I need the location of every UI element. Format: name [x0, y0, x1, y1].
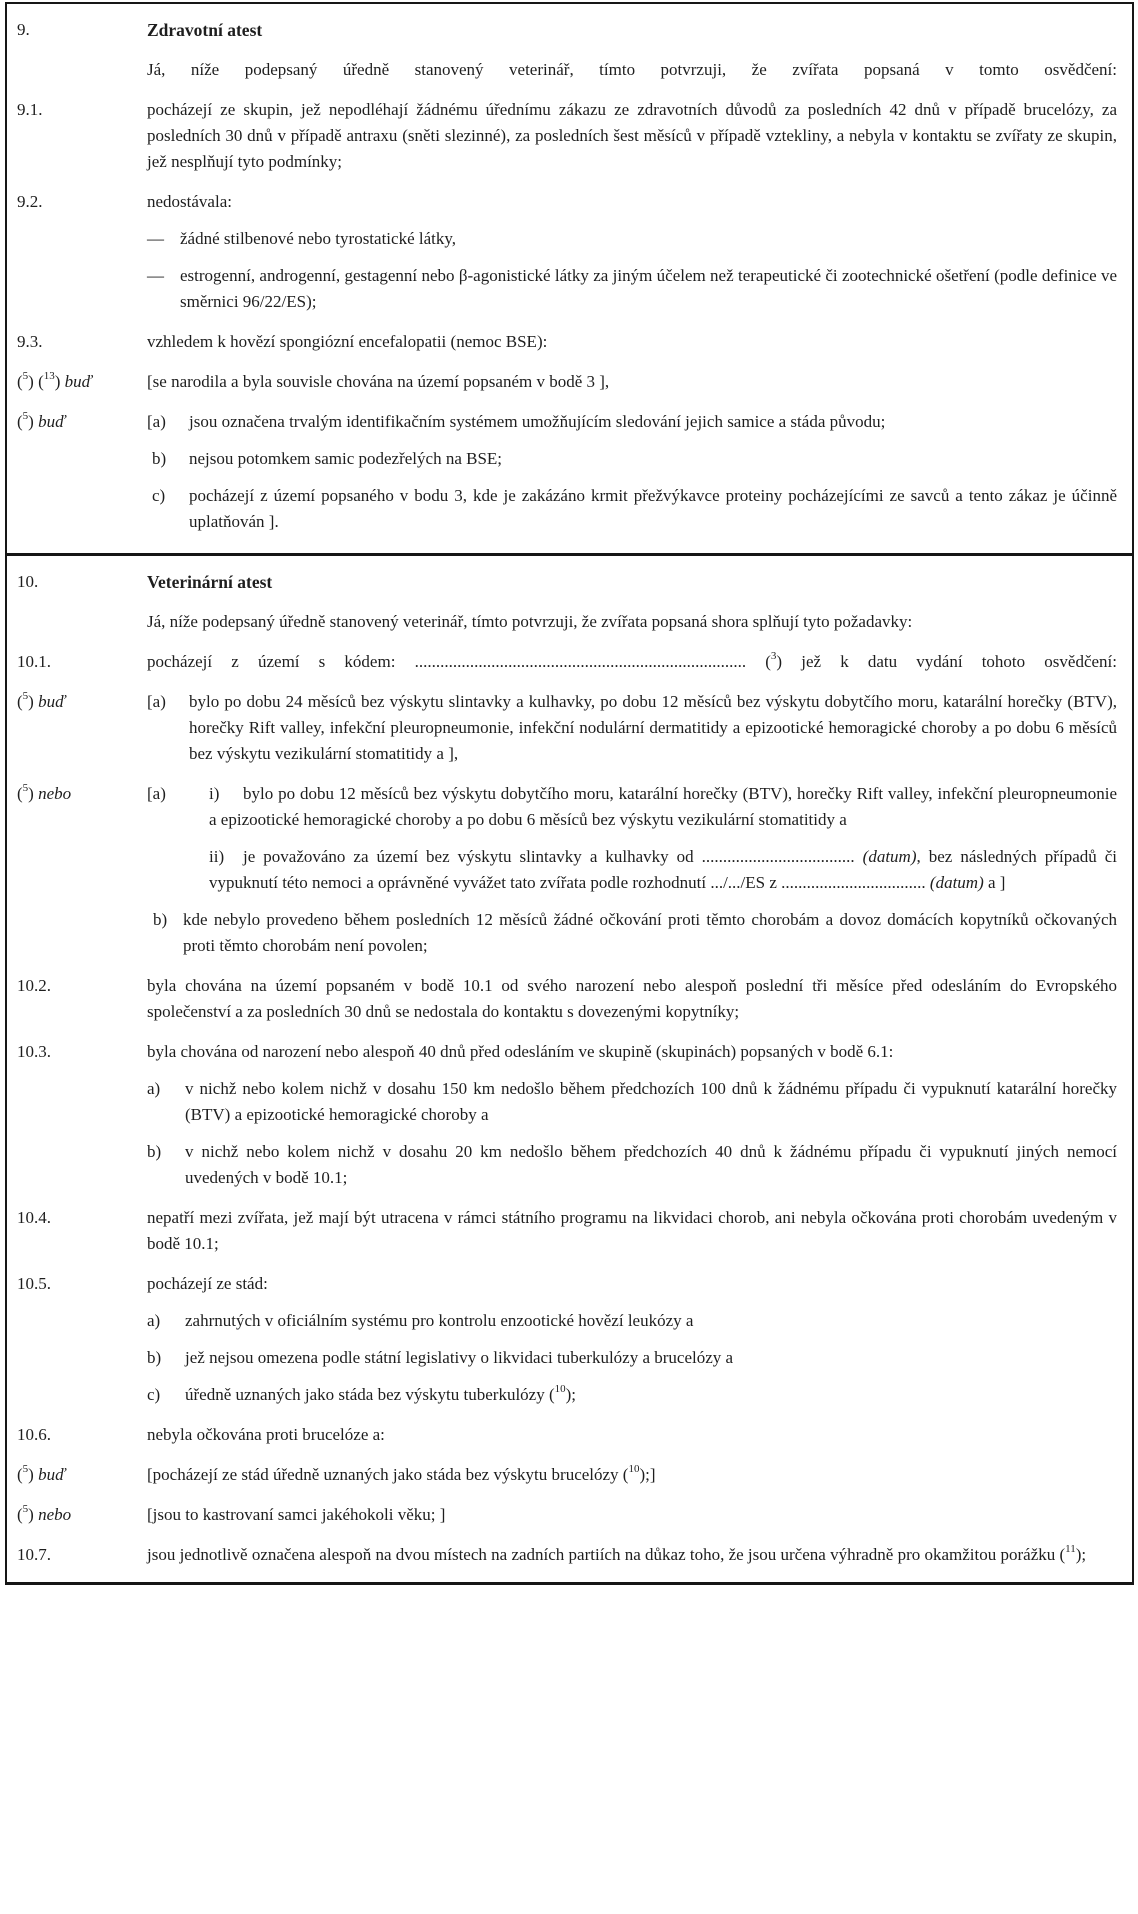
clause-text: nepatří mezi zvířata, jež mají být utracena v rámci státního programu na likvidaci chorob, ani nebyla očkována proti chorobám uvedeným v bodě 10.1; — [147, 1208, 1117, 1253]
row-10-3 — [17, 1039, 1117, 1191]
clause-content — [147, 17, 1117, 43]
row-9-1 — [17, 97, 1117, 175]
item-text: jež nejsou omezena podle státní legislativy o likvidaci tuberkulózy a brucelózy a — [185, 1348, 734, 1367]
row-10-nebo-2 — [17, 1502, 1117, 1528]
clause-content — [147, 57, 1117, 83]
footnote-option-label: ($^5$) ($^{13}$) buď — [17, 369, 93, 391]
option-text: [se narodila a byla souvisle chována na území popsaném v bodě 3 ], — [147, 372, 610, 391]
clause-text: Já, níže podepsaný úředně stanovený veterinář, tímto potvrzuji, že zvířata popsaná v tomto osvědčení: — [147, 60, 1117, 79]
dash-item-text: žádné stilbenové nebo tyrostatické látky, — [180, 229, 457, 248]
item-text: jsou označena trvalým identifikačním systémem umožňujícím sledování jejich samice a stáda původu; — [189, 412, 886, 431]
clause-text: pocházejí ze skupin, jež nepodléhají žádnému úřednímu zákazu ze zdravotních důvodů za posledních 42 dnů v případě brucelózy, za posledních 30 dnů v případě antraxu (sněti slezinné), za posledních šest měsíců v případě vztekliny, a nebyla v kontaktu se zvířaty ze skupin, jež nesplňují tyto podmínky; — [147, 100, 1117, 171]
clause-number-10-1: 10.1. — [17, 652, 51, 671]
clause-number-9-2: 9.2. — [17, 192, 43, 211]
item-marker: b) — [147, 1142, 162, 1161]
item-text: bylo po dobu 24 měsíců bez výskytu slintavky a kulhavky, po dobu 12 měsíců bez výskytu dobytčího moru, katarální horečky (BTV), horečky Rift valley, infekční pleuropneumonie, infekční nodulární dermatitidy a epizootické hemoragické choroby a po dobu 6 měsíců bez výskytu vezikulární stomatitidy a ], — [189, 692, 1117, 763]
dash-item — [147, 226, 1117, 252]
row-10-6 — [17, 1422, 1117, 1448]
row-9-intro — [17, 57, 1117, 83]
list-item-a — [147, 1308, 1117, 1334]
clause-content — [147, 973, 1117, 1025]
clause-text: nedostávala: — [147, 192, 232, 211]
row-9-3 — [17, 329, 1117, 355]
list-item-b — [147, 1139, 1117, 1191]
item-marker: a) — [147, 1311, 161, 1330]
list-item-b — [147, 1345, 1117, 1371]
dash-marker: — — [147, 229, 164, 248]
list-item-a-i — [147, 781, 1117, 833]
item-text: zahrnutých v oficiálním systému pro kontrolu enzootické hovězí leukózy a — [185, 1311, 694, 1330]
row-10-bud-2 — [17, 1462, 1117, 1488]
item-marker: [a) — [147, 784, 166, 803]
item-text-with-fields: je považováno za území bez výskytu slintavky a kulhavky od .................................... (datum), bez následných případů či vypuknutí této nemoci a oprávněné vyvážet tato zvířata podle rozhodnutí .../.../ES z .................................. (datum) a ] — [209, 847, 1118, 892]
clause-content — [147, 1205, 1117, 1257]
clause-content — [147, 689, 1117, 767]
list-item-b — [147, 446, 1117, 472]
row-9-2 — [17, 189, 1117, 315]
list-item-a — [147, 689, 1117, 767]
clause-text: pocházejí ze stád: — [147, 1274, 268, 1293]
dash-item-text: estrogenní, androgenní, gestagenní nebo β-agonistické látky za jiným účelem než terapeutické či zootechnické ošetření (podle definice ve směrnici 96/22/ES); — [180, 266, 1117, 311]
item-text: bylo po dobu 12 měsíců bez výskytu dobytčího moru, katarální horečky (BTV), horečky Rift valley, infekční pleuropneumonie a epizootické hemoragické choroby a po dobu 6 měsíců bez výskytu vezikulární stomatitidy a — [209, 784, 1117, 829]
item-text: v nichž nebo kolem nichž v dosahu 150 km nedošlo během předchozích 100 dnů k žádnému případu či vypuknutí katarální horečky (BTV) a epizootické hemoragické choroby a — [185, 1079, 1117, 1124]
clause-content — [147, 189, 1117, 315]
item-text: v nichž nebo kolem nichž v dosahu 20 km nedošlo během předchozích 40 dnů k žádnému případu či vypuknutí jiných nemocí uvedených v bodě 10.1; — [185, 1142, 1117, 1187]
clause-content — [147, 649, 1117, 675]
row-9-bud-1 — [17, 369, 1117, 395]
footnote-option-label: ($^5$) nebo — [17, 781, 72, 803]
clause-content — [147, 1502, 1117, 1528]
row-10-intro — [17, 609, 1117, 635]
clause-text: byla chována od narození nebo alespoň 40 dnů před odesláním ve skupině (skupinách) popsaných v bodě 6.1: — [147, 1042, 894, 1061]
section-10 — [7, 553, 1132, 1582]
clause-number-10-6: 10.6. — [17, 1425, 51, 1444]
clause-number-10-4: 10.4. — [17, 1208, 51, 1227]
clause-text-with-footnote: jsou jednotlivě označena alespoň na dvou místech na zadních partiích na důkaz toho, že jsou určena výhradně pro okamžitou porážku ($^{11}$); — [147, 1542, 1087, 1564]
certificate-table — [5, 2, 1134, 1585]
clause-number-10-7: 10.7. — [17, 1545, 51, 1564]
clause-number-9-3: 9.3. — [17, 332, 43, 351]
footnote-option-label: ($^5$) nebo — [17, 1502, 72, 1524]
row-10-bud-1 — [17, 689, 1117, 767]
clause-content — [147, 369, 1117, 395]
clause-content — [147, 97, 1117, 175]
section-heading: Veterinární atest — [147, 572, 273, 592]
clause-content — [147, 1039, 1117, 1191]
footnote-option-label: ($^5$) buď — [17, 409, 66, 431]
clause-content — [147, 1422, 1117, 1448]
item-marker: a) — [147, 1079, 161, 1098]
clause-number-blank — [17, 609, 147, 635]
list-item-a-ii — [147, 844, 1117, 896]
item-marker: c) — [147, 1385, 161, 1404]
row-10-7 — [17, 1542, 1117, 1568]
row-10-1 — [17, 649, 1117, 675]
clause-text: nebyla očkována proti brucelóze a: — [147, 1425, 385, 1444]
subitem-marker: ii) — [209, 847, 225, 866]
row-10-4 — [17, 1205, 1117, 1257]
clause-content — [147, 1271, 1117, 1408]
clause-number-blank — [17, 57, 147, 83]
item-marker: b) — [153, 910, 168, 929]
clause-number-10-2: 10.2. — [17, 976, 51, 995]
clause-text: vzhledem k hovězí spongiózní encefalopatii (nemoc BSE): — [147, 332, 548, 351]
dash-item — [147, 263, 1117, 315]
clause-number-10: 10. — [17, 572, 39, 591]
clause-content — [147, 329, 1117, 355]
option-text-with-footnote: [pocházejí ze stád úředně uznaných jako stáda bez výskytu brucelózy ($^{10}$);] — [147, 1462, 656, 1484]
clause-content — [147, 781, 1117, 959]
item-text: kde nebylo provedeno během posledních 12 měsíců žádné očkování proti těmto chorobám a dovoz domácích kopytníků očkovaných proti těmto chorobám není povolen; — [183, 910, 1117, 955]
clause-content — [147, 409, 1117, 535]
clause-text: Já, níže podepsaný úředně stanovený veterinář, tímto potvrzuji, že zvířata popsaná shora splňují tyto požadavky: — [147, 612, 913, 631]
list-item-c — [147, 483, 1117, 535]
list-item-b — [147, 907, 1117, 959]
item-text: nejsou potomkem samic podezřelých na BSE; — [189, 449, 503, 468]
list-item-a — [147, 1076, 1117, 1128]
clause-content — [147, 1542, 1117, 1568]
row-10-nebo-1 — [17, 781, 1117, 959]
row-9-heading — [17, 17, 1117, 43]
item-marker: [a) — [147, 412, 166, 431]
item-marker: c) — [152, 486, 166, 505]
clause-content — [147, 1462, 1117, 1488]
item-text: pocházejí z území popsaného v bodu 3, kde je zakázáno krmit přežvýkavce proteiny pocházejícími ze savců a tento zákaz je účinně uplatňován ]. — [189, 486, 1117, 531]
row-10-5 — [17, 1271, 1117, 1408]
subitem-marker: i) — [209, 784, 220, 803]
row-10-heading — [17, 569, 1117, 595]
item-text-with-footnote: úředně uznaných jako stáda bez výskytu tuberkulózy ($^{10}$); — [185, 1382, 577, 1404]
item-marker: b) — [147, 1348, 162, 1367]
option-text: [jsou to kastrovaní samci jakéhokoli věku; ] — [147, 1505, 446, 1524]
list-item-a — [147, 409, 1117, 435]
clause-content — [147, 569, 1117, 595]
clause-number-10-3: 10.3. — [17, 1042, 51, 1061]
section-9 — [7, 4, 1132, 553]
row-9-bud-2 — [17, 409, 1117, 535]
item-marker: b) — [152, 449, 167, 468]
item-marker: [a) — [147, 692, 166, 711]
clause-number-9-1: 9.1. — [17, 100, 43, 119]
clause-text: byla chována na území popsaném v bodě 10.1 od svého narození nebo alespoň poslední tři měsíce před odesláním do Evropského společenství a za posledních 30 dnů se nedostala do kontaktu s dovezenými kopytníky; — [147, 976, 1117, 1021]
clause-number-9: 9. — [17, 20, 30, 39]
list-item-c — [147, 1382, 1117, 1408]
section-heading: Zdravotní atest — [147, 20, 263, 40]
clause-text-with-field: pocházejí z území s kódem: .............................................................................. ($^3$) jež k datu vydání tohoto osvědčení: — [147, 649, 1117, 671]
clause-number-10-5: 10.5. — [17, 1274, 51, 1293]
footnote-option-label: ($^5$) buď — [17, 1462, 66, 1484]
row-10-2 — [17, 973, 1117, 1025]
footnote-option-label: ($^5$) buď — [17, 689, 66, 711]
clause-content — [147, 609, 1117, 635]
dash-marker: — — [147, 266, 164, 285]
